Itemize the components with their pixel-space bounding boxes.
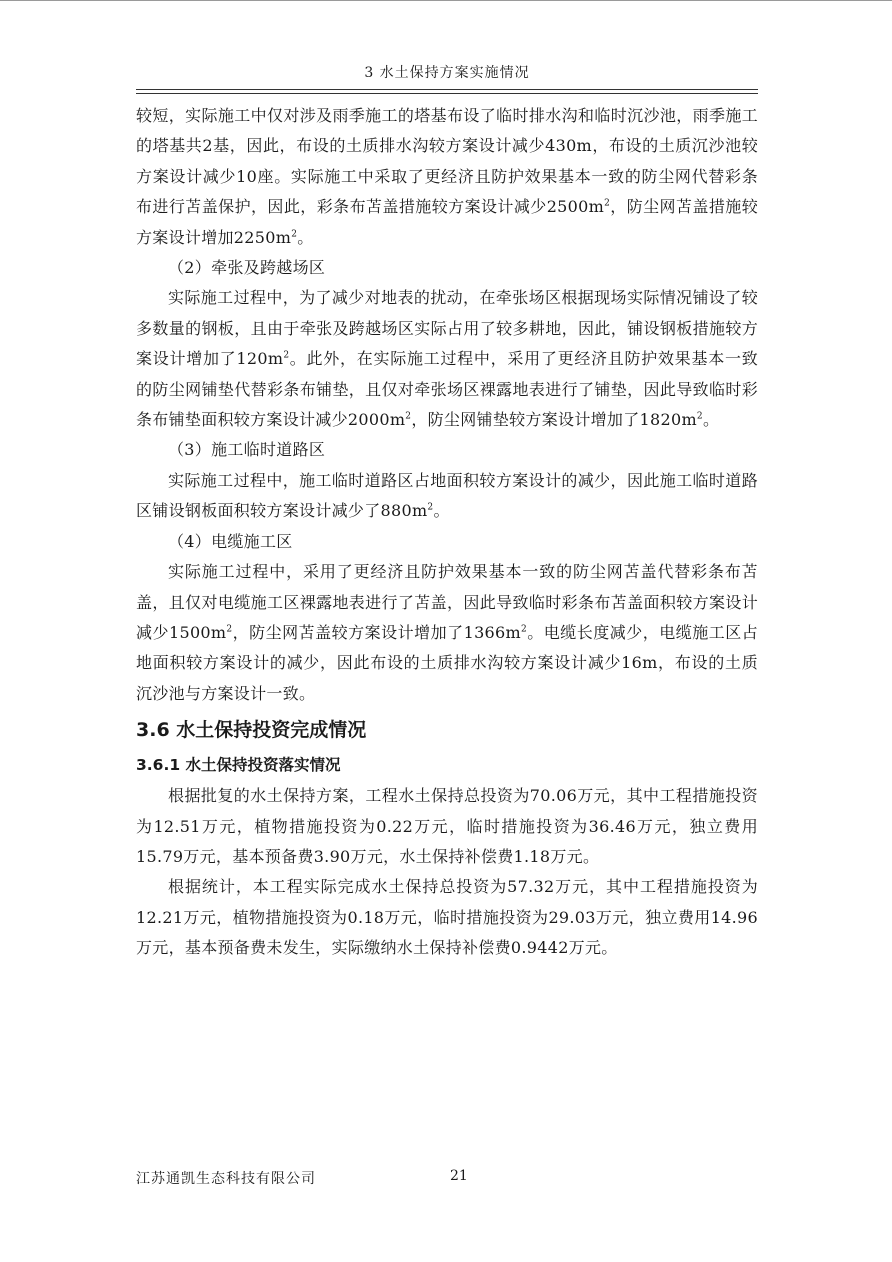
page-number: 21: [450, 1168, 468, 1184]
text-segment: 。: [433, 501, 450, 521]
superscript: 2: [283, 350, 290, 361]
superscript: 2: [520, 624, 528, 635]
running-header: 3 水土保持方案实施情况: [364, 65, 530, 81]
paragraph-qianzhang: [136, 283, 758, 435]
superscript: 2: [291, 229, 298, 240]
text-segment: 。: [297, 227, 314, 247]
section-heading-3-6: 3.6 水土保持投资完成情况: [136, 719, 367, 742]
text-segment: 实际施工过程中，施工临时道路区占地面积较方案设计的减少，因此施工临时道路区铺设钢板面积较方案设计减少了880m: [136, 470, 758, 521]
header-rule: [136, 89, 758, 94]
page-top-border: [0, 0, 892, 1]
text-segment: 实际施工过程中，采用了更经济且防护效果基本一致的防尘网苫盖代替彩条布苫盖，且仅对电缆施工区裸露地表进行了苫盖，因此导致临时彩条布苫盖面积较方案设计减少1500m: [136, 562, 758, 642]
subheading-cable: （4）电缆施工区: [168, 531, 293, 551]
subheading-qianzhang: （2）牵张及跨越场区: [168, 258, 326, 278]
document-body: [136, 101, 758, 964]
superscript: 2: [696, 411, 703, 422]
superscript: 2: [604, 198, 611, 209]
paragraph-road: [136, 466, 758, 527]
section-heading-3-6-1: 3.6.1 水土保持投资落实情况: [136, 756, 341, 775]
text-segment: ，防尘网铺垫较方案设计增加了1820m: [411, 410, 697, 430]
text-segment: 较短，实际施工中仅对涉及雨季施工的塔基布设了临时排水沟和临时沉沙池，雨季施工的塔基共2基，因此，布设的土质排水沟较方案设计减少430m，布设的土质沉沙池较方案设计减少10座。实际施工中采取了更经济且防护效果基本一致的防尘网代替彩条布进行苫盖保护，因此，彩条布苫盖措施较方案设计减少2500m: [136, 106, 758, 217]
text-segment: 实际施工过程中，为了减少对地表的扰动，在牵张场区根据现场实际情况铺设了较多数量的钢板，且由于牵张及跨越场区实际占用了较多耕地，因此，铺设钢板措施较方案设计增加了120m: [136, 288, 758, 369]
paragraph-actual-investment: 根据统计，本工程实际完成水土保持总投资为57.32万元，其中工程措施投资为12.21万元，植物措施投资为0.18万元，临时措施投资为29.03万元，独立费用14.96万元，基本预备费未发生，实际缴纳水土保持补偿费0.9442万元。: [136, 877, 758, 958]
footer-company: 江苏通凯生态科技有限公司: [136, 1171, 316, 1187]
text-segment: ，防尘网苫盖较方案设计增加了1366m: [232, 622, 521, 642]
subheading-road: （3）施工临时道路区: [168, 440, 326, 460]
text-segment: 。此外，在实际施工过程中，采用了更经济且防护效果基本一致的防尘网铺垫代替彩条布铺垫，且仅对牵张场区裸露地表进行了铺垫，因此导致临时彩条布铺垫面积较方案设计减少2000m: [136, 349, 758, 430]
paragraph-approved-investment: 根据批复的水土保持方案，工程水土保持总投资为70.06万元，其中工程措施投资为12.51万元，植物措施投资为0.22万元，临时措施投资为36.46万元，独立费用15.79万元，基本预备费3.90万元，水土保持补偿费1.18万元。: [136, 786, 758, 866]
text-segment: ，防尘网苫盖措施较方案设计增加2250m: [136, 197, 758, 247]
paragraph-cable: [136, 557, 758, 709]
text-segment: 。电缆长度减少，电缆施工区占地面积较方案设计的减少，因此布设的土质排水沟较方案设计减少16m，布设的土质沉沙池与方案设计一致。: [136, 622, 758, 703]
paragraph-continued: [136, 101, 758, 253]
superscript: 2: [405, 411, 412, 422]
superscript: 2: [427, 502, 434, 513]
text-segment: 。: [702, 410, 720, 430]
superscript: 2: [226, 624, 233, 635]
